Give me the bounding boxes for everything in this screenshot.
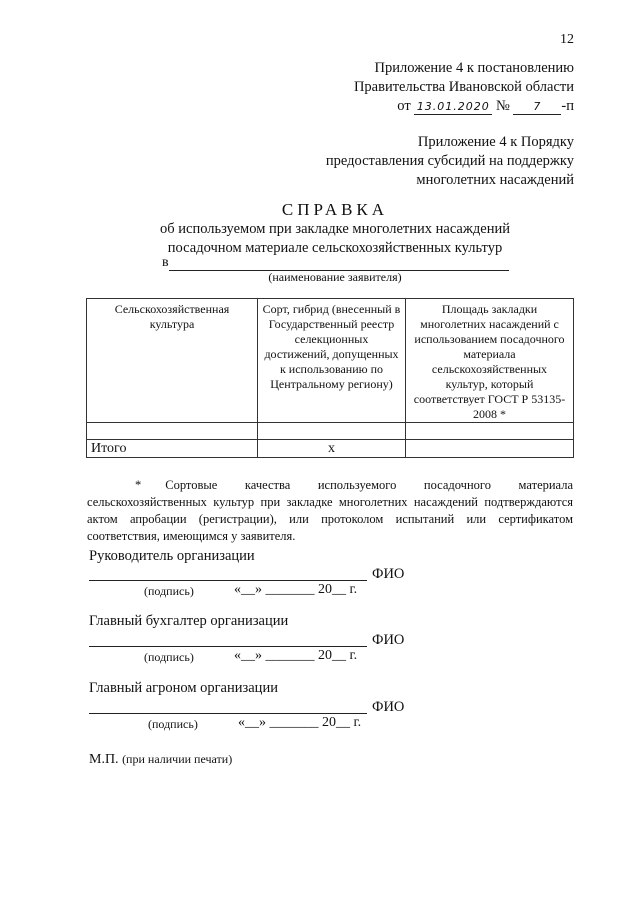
total-label: Итого xyxy=(87,440,258,458)
applicant-field[interactable] xyxy=(162,255,509,271)
signature-caption-agronomist: (подпись) xyxy=(148,717,198,731)
footnote-marker: * xyxy=(135,478,142,492)
fio-label-director: ФИО xyxy=(372,566,405,582)
total-variety: х xyxy=(258,440,406,458)
appendix-resolution xyxy=(354,59,574,116)
footnote-first-line: * Сортовые качества используемого посадочного материала xyxy=(135,478,573,492)
stamp-note: (при наличии печати) xyxy=(122,752,233,766)
footnote xyxy=(87,477,573,545)
table-row-total xyxy=(87,440,574,458)
appendix-resolution-line2: Правительства Ивановской области xyxy=(353,79,574,95)
handwritten-date: 13.01.2020 xyxy=(414,100,492,115)
applicant-blank[interactable] xyxy=(169,256,509,271)
document-title: СПРАВКА xyxy=(281,200,389,219)
signature-role-director: Руководитель организации xyxy=(89,548,255,564)
appendix-resolution-date-row xyxy=(354,97,574,116)
from-label: от xyxy=(397,98,411,114)
table-cell[interactable] xyxy=(87,423,258,440)
signature-line-director[interactable] xyxy=(89,579,367,581)
handwritten-number: 7 xyxy=(513,100,561,115)
table-row xyxy=(87,423,574,440)
appendix-procedure-line1: Приложение 4 к Порядку xyxy=(417,134,574,150)
signature-date-accountant[interactable]: «__» _______ 20__ г. xyxy=(234,648,358,663)
signature-caption-accountant: (подпись) xyxy=(144,650,194,664)
number-suffix: -п xyxy=(561,98,574,114)
document-subtitle-line2: посадочном материале сельскохозяйственных культур xyxy=(167,240,503,256)
table-cell[interactable] xyxy=(258,423,406,440)
signature-role-accountant: Главный бухгалтер организации xyxy=(89,613,289,629)
fio-label-accountant: ФИО xyxy=(372,632,405,648)
header-variety: Сорт, гибрид (внесенный в Государственный реестр селекционных достижений, допущенных к использованию по Центральному региону) xyxy=(258,299,406,423)
table-cell[interactable] xyxy=(406,423,574,440)
signature-role-agronomist: Главный агроном организации xyxy=(89,680,278,696)
stamp-place xyxy=(89,752,232,768)
appendix-procedure xyxy=(326,133,574,190)
document-subtitle-line1: об используемом при закладке многолетних насаждений xyxy=(160,221,510,237)
applicant-prefix: в xyxy=(162,255,169,270)
signature-caption-director: (подпись) xyxy=(144,584,194,598)
footnote-text: сельскохозяйственных культур при закладке многолетних насаждений подтверждаются актом апробации (регистрации), или протоколом испытаний или сертификатом соответствия, имеющимся у заявителя. xyxy=(87,495,573,543)
planting-material-table xyxy=(86,298,574,458)
page-number: 12 xyxy=(560,32,574,47)
total-area[interactable] xyxy=(406,440,574,458)
header-area: Площадь закладки многолетних насаждений с использованием посадочного материала сельскохозяйственных культур, который соответствует ГОСТ Р 53135-2008 * xyxy=(406,299,574,423)
appendix-resolution-line1: Приложение 4 к постановлению xyxy=(374,60,574,76)
number-label: № xyxy=(495,98,510,114)
applicant-caption: (наименование заявителя) xyxy=(268,270,402,284)
appendix-procedure-line2: предоставления субсидий на поддержку xyxy=(325,153,574,169)
fio-label-agronomist: ФИО xyxy=(372,699,405,715)
signature-date-agronomist[interactable]: «__» _______ 20__ г. xyxy=(238,715,362,730)
signature-line-agronomist[interactable] xyxy=(89,712,367,714)
stamp-label: М.П. xyxy=(89,752,119,767)
appendix-procedure-line3: многолетних насаждений xyxy=(416,172,574,188)
signature-line-accountant[interactable] xyxy=(89,645,367,647)
table-header-row xyxy=(87,299,574,423)
header-crop: Сельскохозяйственная культура xyxy=(87,299,258,423)
signature-date-director[interactable]: «__» _______ 20__ г. xyxy=(234,582,358,597)
